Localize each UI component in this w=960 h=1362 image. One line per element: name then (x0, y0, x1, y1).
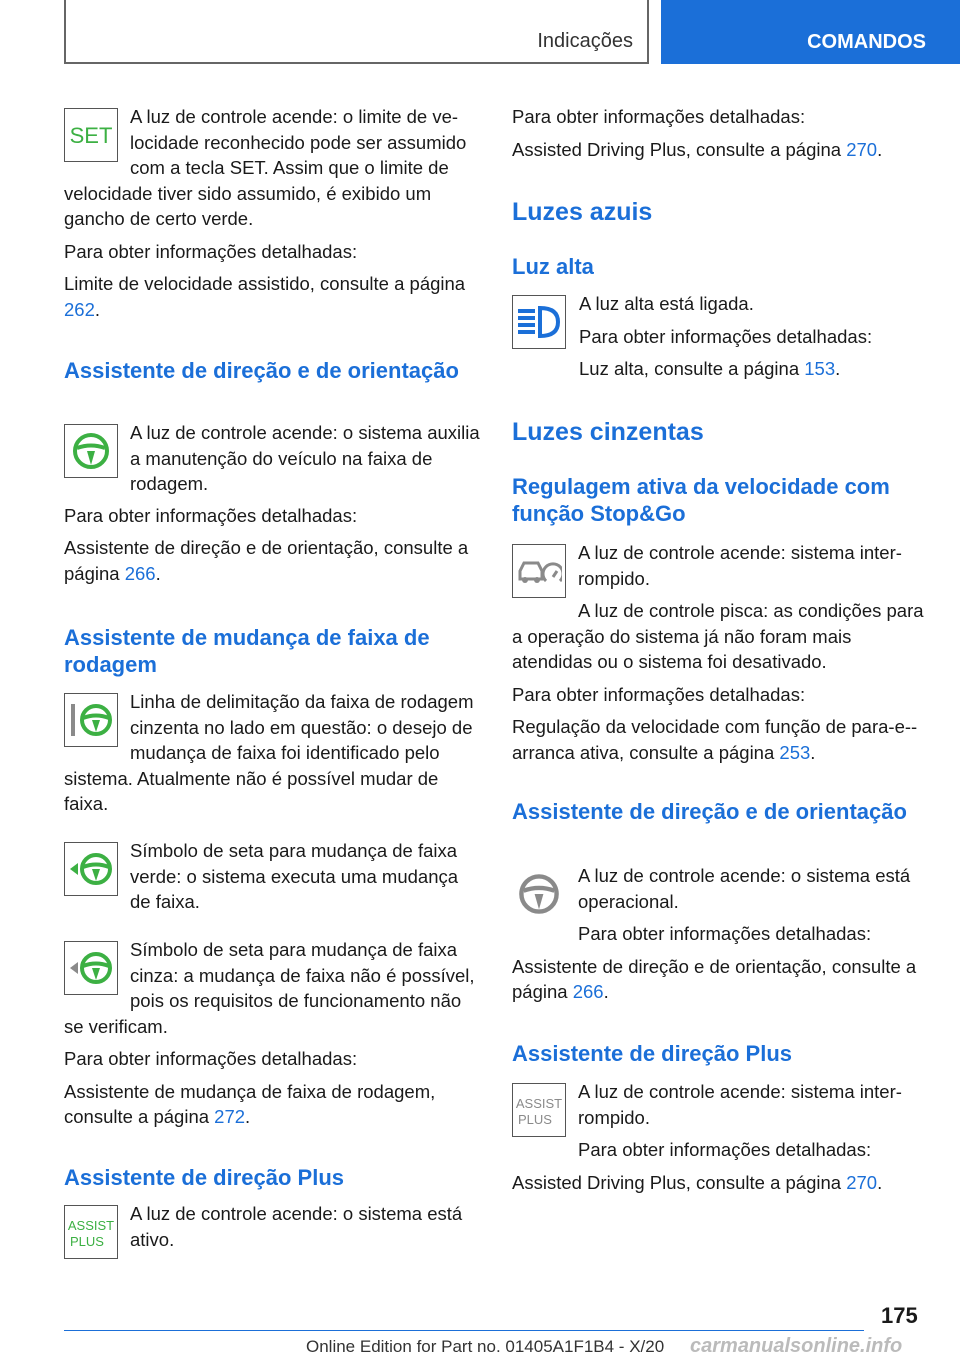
lane-grey-arrow-description: Símbolo de seta para mudança de faixa cinza: a mudança de faixa não é possível, pois os requisitos de funcionamento não se verificam. (64, 939, 475, 1037)
assist-plus-grey-icon (512, 1083, 566, 1137)
lane-grey-block (64, 689, 480, 817)
svg-text:PLUS: PLUS (70, 1234, 104, 1249)
lane-grey-arrow-block: Símbolo de seta para mudança de faixa cinza: a mudança de faixa não é possível, pois os requisitos de funcionamento não se verificam. Para obter informações detalhadas: Assistente de mudança de faixa de rodagem, consulte a página 272. (64, 937, 480, 1130)
lane-grey-description: Linha de delimitação da faixa de rodagem cinzenta no lado em questão: o desejo de mudança de faixa foi identificado pelo sistema. Atualmente não é possível mudar de faixa. (64, 691, 474, 814)
set-indicator-block: SET A luz de controle acende: o limite de velocidade reconhecido pode ser assumido com a tecla SET. Assim que o limite de velocidade tiver sido assumido, é exibido um gancho de certo verde. Para obter informações detalhadas: Limite de velocidade assistido, consulte a página 262. (64, 104, 480, 322)
heading-grey-lights: Luzes cinzentas (512, 418, 704, 446)
lane-change-grey-line-icon (64, 693, 118, 747)
set-reference: Limite de velocidade assistido, consulte a página (64, 273, 466, 294)
page-link-262[interactable]: 262 (64, 298, 95, 320)
set-icon (64, 108, 118, 162)
high-beam-reference: Luz alta, consulte a página (579, 358, 805, 379)
steering-grey-block: A luz de controle acende: o sistema está operacional. Para obter informações detalhadas: Assistente de direção e de orientação, consulte a página 266. (512, 863, 928, 1005)
assist-plus-active-description: A luz de controle acende: o sistema está ativo. (130, 1203, 463, 1250)
heading-steering-assistant: Assistente de direção e de orientação (64, 358, 459, 383)
cruise-control-description-1: A luz de controle acende: sistema interrompido. (578, 542, 902, 589)
high-beam-icon (512, 295, 566, 349)
heading-blue-lights: Luzes azuis (512, 198, 653, 226)
footer-edition: Online Edition for Part no. 01405A1F1B4 - X/20 (306, 1337, 665, 1356)
lane-reference: Assistente de mudança de faixa de rodagem, consulte a página (64, 1080, 436, 1127)
watermark: carmanualsonline.info (690, 1335, 903, 1357)
page-number: 175 (881, 1303, 918, 1328)
lane-green-description: Símbolo de seta para mudança de faixa verde: o sistema executa uma mudança de faixa. (130, 840, 459, 912)
cruise-control-block: A luz de controle acende: sistema interrompido. A luz de controle pisca: as condições para a operação do sistema já não foram mais atendidas ou o sistema foi desativado. Para obter informações detalhadas: Regulação da velocidade com função de para-e--arranca ativa, consulte a página 253. (512, 540, 928, 765)
page-link-253[interactable]: 253 (779, 741, 811, 763)
assist-plus-green-icon (64, 1205, 118, 1259)
continued-reference: Assisted Driving Plus, consulte a página (512, 138, 847, 160)
heading-lane-change-assistant: Assistente de mudança de faixa de rodagem (64, 625, 430, 677)
assist-plus-grey-info-label: Para obter informações detalhadas: (578, 1139, 872, 1160)
steering-wheel-grey-icon (512, 867, 566, 921)
heading-active-cruise-control: Regulagem ativa da velocidade com função Stop&Go (512, 474, 890, 526)
page-link-270[interactable]: 270 (846, 138, 878, 160)
lane-change-grey-arrow-icon (64, 941, 118, 995)
cruise-control-grey-icon (512, 544, 566, 598)
page-link-153[interactable]: 153 (804, 358, 836, 379)
svg-text:ASSIST: ASSIST (515, 1096, 563, 1111)
steering-wheel-green-icon (64, 424, 118, 478)
cruise-control-info-label: Para obter informações detalhadas: (512, 683, 806, 705)
heading-steering-plus-grey: Assistente de direção Plus (512, 1041, 792, 1066)
lane-change-green-arrow-icon (64, 842, 118, 896)
high-beam-info-label: Para obter informações detalhadas: (579, 325, 873, 347)
set-info-label: Para obter informações detalhadas: (64, 240, 358, 262)
svg-text:PLUS: PLUS (518, 1112, 552, 1127)
heading-steering-plus: Assistente de direção Plus (64, 1165, 344, 1190)
high-beam-block: A luz alta está ligada. Para obter informações detalhadas: Luz alta, consulte a página 153. (512, 291, 928, 382)
continued-info-label: Para obter informações detalhadas: (512, 106, 806, 127)
page-link-272[interactable]: 272 (214, 1106, 246, 1127)
heading-high-beam: Luz alta (512, 254, 594, 279)
steering-block: A luz de controle acende: o sistema auxilia a manutenção do veículo na faixa de rodagem. Para obter informações detalhadas: Assistente de direção e de orientação, consulte a página 266. (64, 422, 480, 584)
steering-grey-description: A luz de controle acende: o sistema está operacional. (578, 865, 911, 912)
chapter-tab[interactable]: COMANDOS (661, 0, 960, 64)
set-description: A luz de controle acende: o limite de velocidade reconhecido pode ser assumido com a tecla SET. Assim que o limite de velocidade tiver sido assumido, é exibido um gancho de certo verde. (64, 106, 467, 229)
lane-info-label: Para obter informações detalhadas: (64, 1048, 358, 1069)
assist-plus-grey-reference: Assisted Driving Plus, consulte a página (512, 1171, 847, 1193)
lane-green-block (64, 838, 480, 915)
assist-plus-active-block (64, 1201, 480, 1261)
high-beam-description: A luz alta está ligada. (579, 293, 754, 314)
steering-description: A luz de controle acende: o sistema auxilia a manutenção do veículo na faixa de rodagem. (130, 422, 480, 494)
steering-grey-info-label: Para obter informações detalhadas: (578, 923, 872, 944)
header-frame (64, 0, 649, 64)
continued-block: Para obter informações detalhadas: Assisted Driving Plus, consulte a página 270. (512, 104, 928, 162)
cruise-control-reference: Regulação da velocidade com função de para-e--arranca ativa, consulte a página (512, 716, 918, 763)
assist-plus-grey-description: A luz de controle acende: sistema interrompido. (578, 1081, 902, 1128)
page-link-266-right[interactable]: 266 (572, 981, 604, 1002)
assist-plus-grey-block: ASSIST PLUS A luz de controle acende: sistema interrompido. Para obter informações detalhadas: Assisted Driving Plus, consulte a página 270. (512, 1079, 928, 1195)
page-link-270-bottom[interactable]: 270 (846, 1171, 878, 1193)
steering-info-label: Para obter informações detalhadas: (64, 504, 358, 526)
cruise-control-description-2: A luz de controle pisca: as condições para a operação do sistema já não foram mais atendidas ou o sistema foi desativado. (512, 600, 924, 672)
section-title: Indicações (537, 30, 633, 52)
steering-reference: Assistente de direção e de orientação, consulte a página (64, 537, 469, 584)
page-link-266[interactable]: 266 (124, 562, 156, 584)
steering-grey-reference: Assistente de direção e de orientação, consulte a página (512, 955, 917, 1002)
heading-steering-assistant-grey: Assistente de direção e de orientação (512, 799, 907, 824)
set-icon-text: SET (69, 123, 113, 148)
svg-text:ASSIST: ASSIST (67, 1218, 115, 1233)
footer-divider (64, 1330, 864, 1331)
